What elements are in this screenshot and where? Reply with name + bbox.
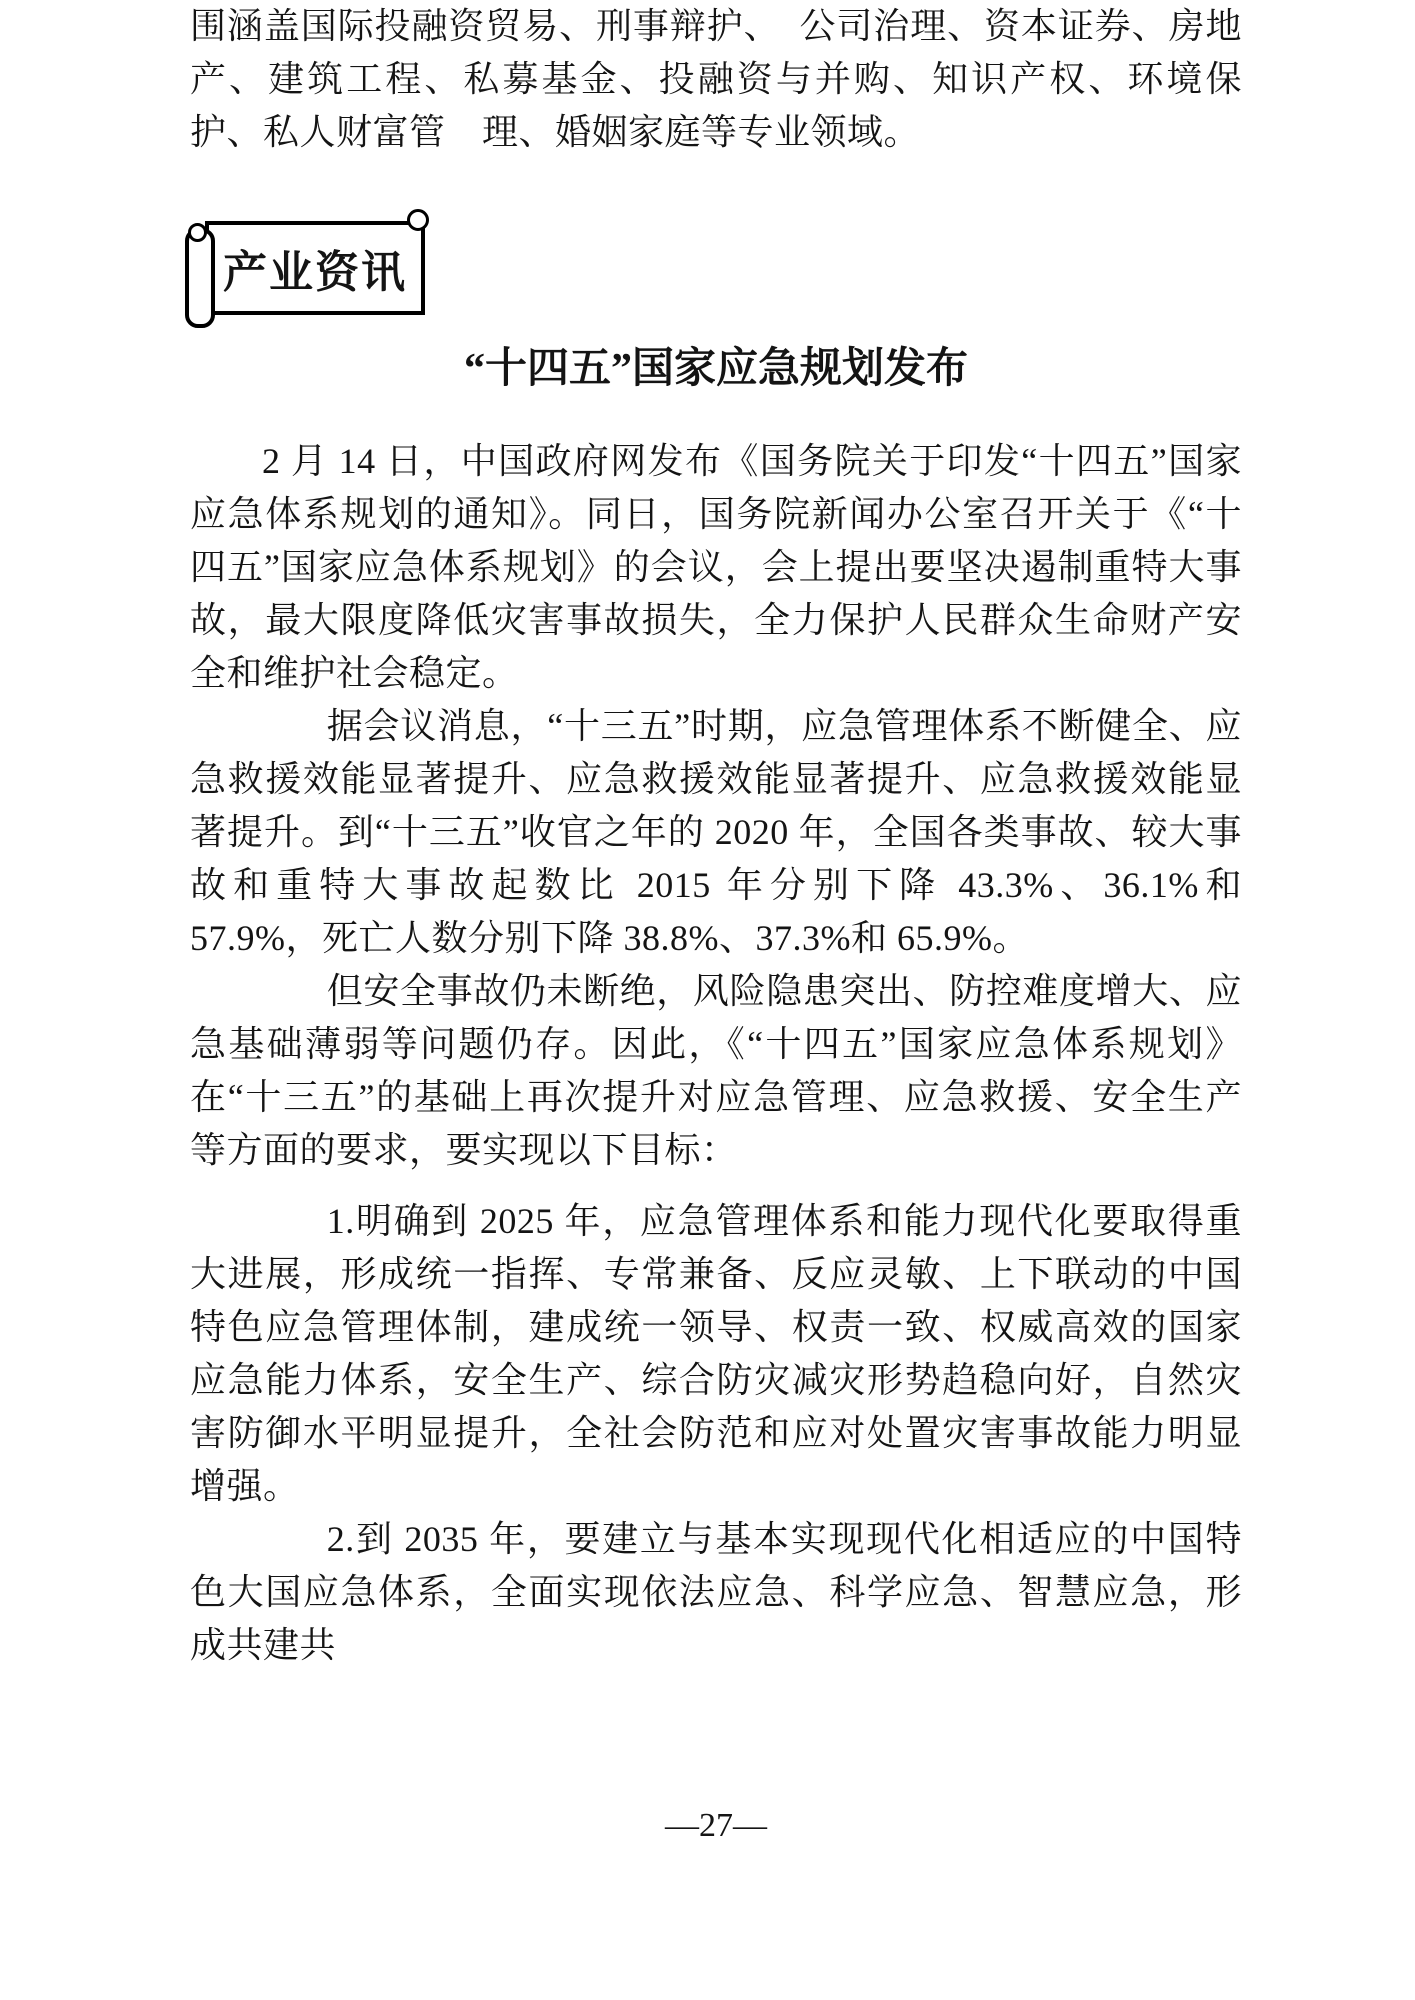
scroll-plate [205,221,425,315]
intro-paragraph: 围涵盖国际投融资贸易、刑事辩护、 公司治理、资本证券、房地产、建筑工程、私募基金、投融资与并购、知识产权、环境保护、私人财富管 理、婚姻家庭等专业领域。 [190,6,1242,152]
article-paragraph: 但安全事故仍未断绝，风险隐患突出、防控难度增大、应急基础薄弱等问题仍存。因此，《“十四五”国家应急体系规划》在“十三五”的基础上再次提升对应急管理、应急救援、安全生产等方面的要求，要实现以下目标： [190,971,1242,1170]
industry-news-banner [185,209,433,329]
page-number: —27— [665,1807,767,1844]
article-paragraph-goal-2035: 2.到 2035 年，要建立与基本实现现代化相适应的中国特色大国应急体系，全面实现依法应急、科学应急、智慧应急，形成共建共 [190,1519,1242,1665]
article-paragraph: 2 月 14 日，中国政府网发布《国务院关于印发“十四五”国家应急体系规划的通知》。同日，国务院新闻办公室召开关于《“十四五”国家应急体系规划》的会议，会上提出要坚决遏制重特大事故，最大限度降低灾害事故损失，全力保护人民群众生命财产安全和维护社会稳定。 [190,441,1242,693]
text-column [190,0,1242,1672]
scroll-curl-icon [188,223,207,242]
article-title: “十四五”国家应急规划发布 [463,346,968,392]
article-paragraph-goal-2025: 1.明确到 2025 年，应急管理体系和能力现代化要取得重大进展，形成统一指挥、专常兼备、反应灵敏、上下联动的中国特色应急管理体制，建成统一领导、权责一致、权威高效的国家应急能力体系，安全生产、综合防灾减灾形势趋稳向好，自然灾害防御水平明显提升，全社会防范和应对处置灾害事故能力明显增强。 [190,1201,1242,1506]
scroll-roll-icon [185,228,215,328]
banner-label: 产业资讯 [223,248,407,297]
article-paragraph: 据会议消息，“十三五”时期，应急管理体系不断健全、应急救援效能显著提升、应急救援效能显著提升、应急救援效能显著提升。到“十三五”收官之年的 2020 年，全国各类事故、较大事故和重特大事故起数比 2015 年分别下降 43.3%、36.1%和 57.9%，死亡人数分别下降 38.8%、37.3%和 65.9%。 [190,706,1242,958]
scroll-curl-icon [407,209,429,231]
article-body [190,435,1242,1672]
